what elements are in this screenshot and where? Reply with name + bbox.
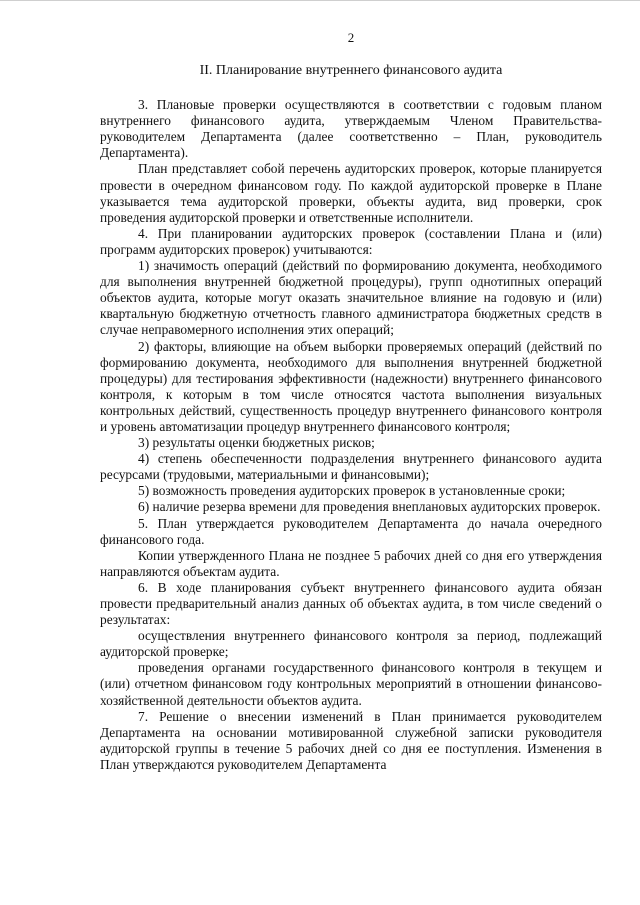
paragraph: 4. При планировании аудиторских проверок (составлении Плана и (или) программ аудиторских проверок) учитываются:	[100, 225, 602, 257]
paragraph: 6. В ходе планирования субъект внутреннего финансового аудита обязан провести предварительный анализ данных об объектах аудита, в том числе сведений о результатах:	[100, 579, 602, 628]
list-item: 1) значимость операций (действий по формированию документа, необходимого для выполнения внутренней бюджетной процедуры), групп однотипных операций объектов аудита, которые могут оказать значительное влияние на годовую и (или) квартальную бюджетную отчетность главного администратора бюджетных средств в случае неправомерного исполнения этих операций;	[100, 258, 602, 338]
section-title: II. Планирование внутреннего финансового аудита	[199, 63, 503, 78]
list-item: 2) факторы, влияющие на объем выборки проверяемых операций (действий по формированию документа, необходимого для выполнения внутренней бюджетной процедуры) для тестирования эффективности (надежности) внутреннего финансового контроля, к которым в том числе относятся частота выполнения визуальных контрольных действий, существенность процедур внутреннего финансового контроля и уровень автоматизации процедур внутреннего финансового контроля;	[100, 338, 602, 434]
paragraph: Копии утвержденного Плана не позднее 5 рабочих дней со дня его утверждения направляются объектам аудита.	[100, 547, 602, 579]
paragraph: 5. План утверждается руководителем Департамента до начала очередного финансового года.	[100, 515, 602, 547]
list-item: 3) результаты оценки бюджетных рисков;	[138, 435, 375, 451]
paragraph: План представляет собой перечень аудиторских проверок, которые планируется провести в очередном финансовом году. По каждой аудиторской проверке в Плане указывается тема аудиторской проверки, объекты аудита, вид проверки, срок проведения аудиторской проверки и ответственные исполнители.	[100, 161, 602, 225]
paragraph: 7. Решение о внесении изменений в План принимается руководителем Департамента на основании мотивированной служебной записки руководителя аудиторской группы в течение 5 рабочих дней со дня ее поступления. Изменения в План утверждаются руководителем Департамента	[100, 708, 602, 772]
list-item: 6) наличие резерва времени для проведения внеплановых аудиторских проверок.	[138, 499, 601, 515]
list-item: 5) возможность проведения аудиторских проверок в установленные сроки;	[138, 483, 566, 499]
paragraph: 3. Плановые проверки осуществляются в соответствии с годовым планом внутреннего финансового аудита, утверждаемым Членом Правительства-руководителем Департамента (далее соответственно – План, руководитель Департамента).	[100, 97, 602, 161]
paragraph: проведения органами государственного финансового контроля в текущем и (или) отчетном финансовом году контрольных мероприятий в отношении финансово-хозяйственной деятельности объектов аудита.	[100, 660, 602, 708]
scan-top-edge	[0, 0, 640, 1]
paragraph: осуществления внутреннего финансового контроля за период, подлежащий аудиторской проверке;	[100, 628, 602, 660]
list-item: 4) степень обеспеченности подразделения внутреннего финансового аудита ресурсами (трудовыми, материальными и финансовыми);	[100, 451, 602, 483]
page-number: 2	[347, 30, 355, 45]
